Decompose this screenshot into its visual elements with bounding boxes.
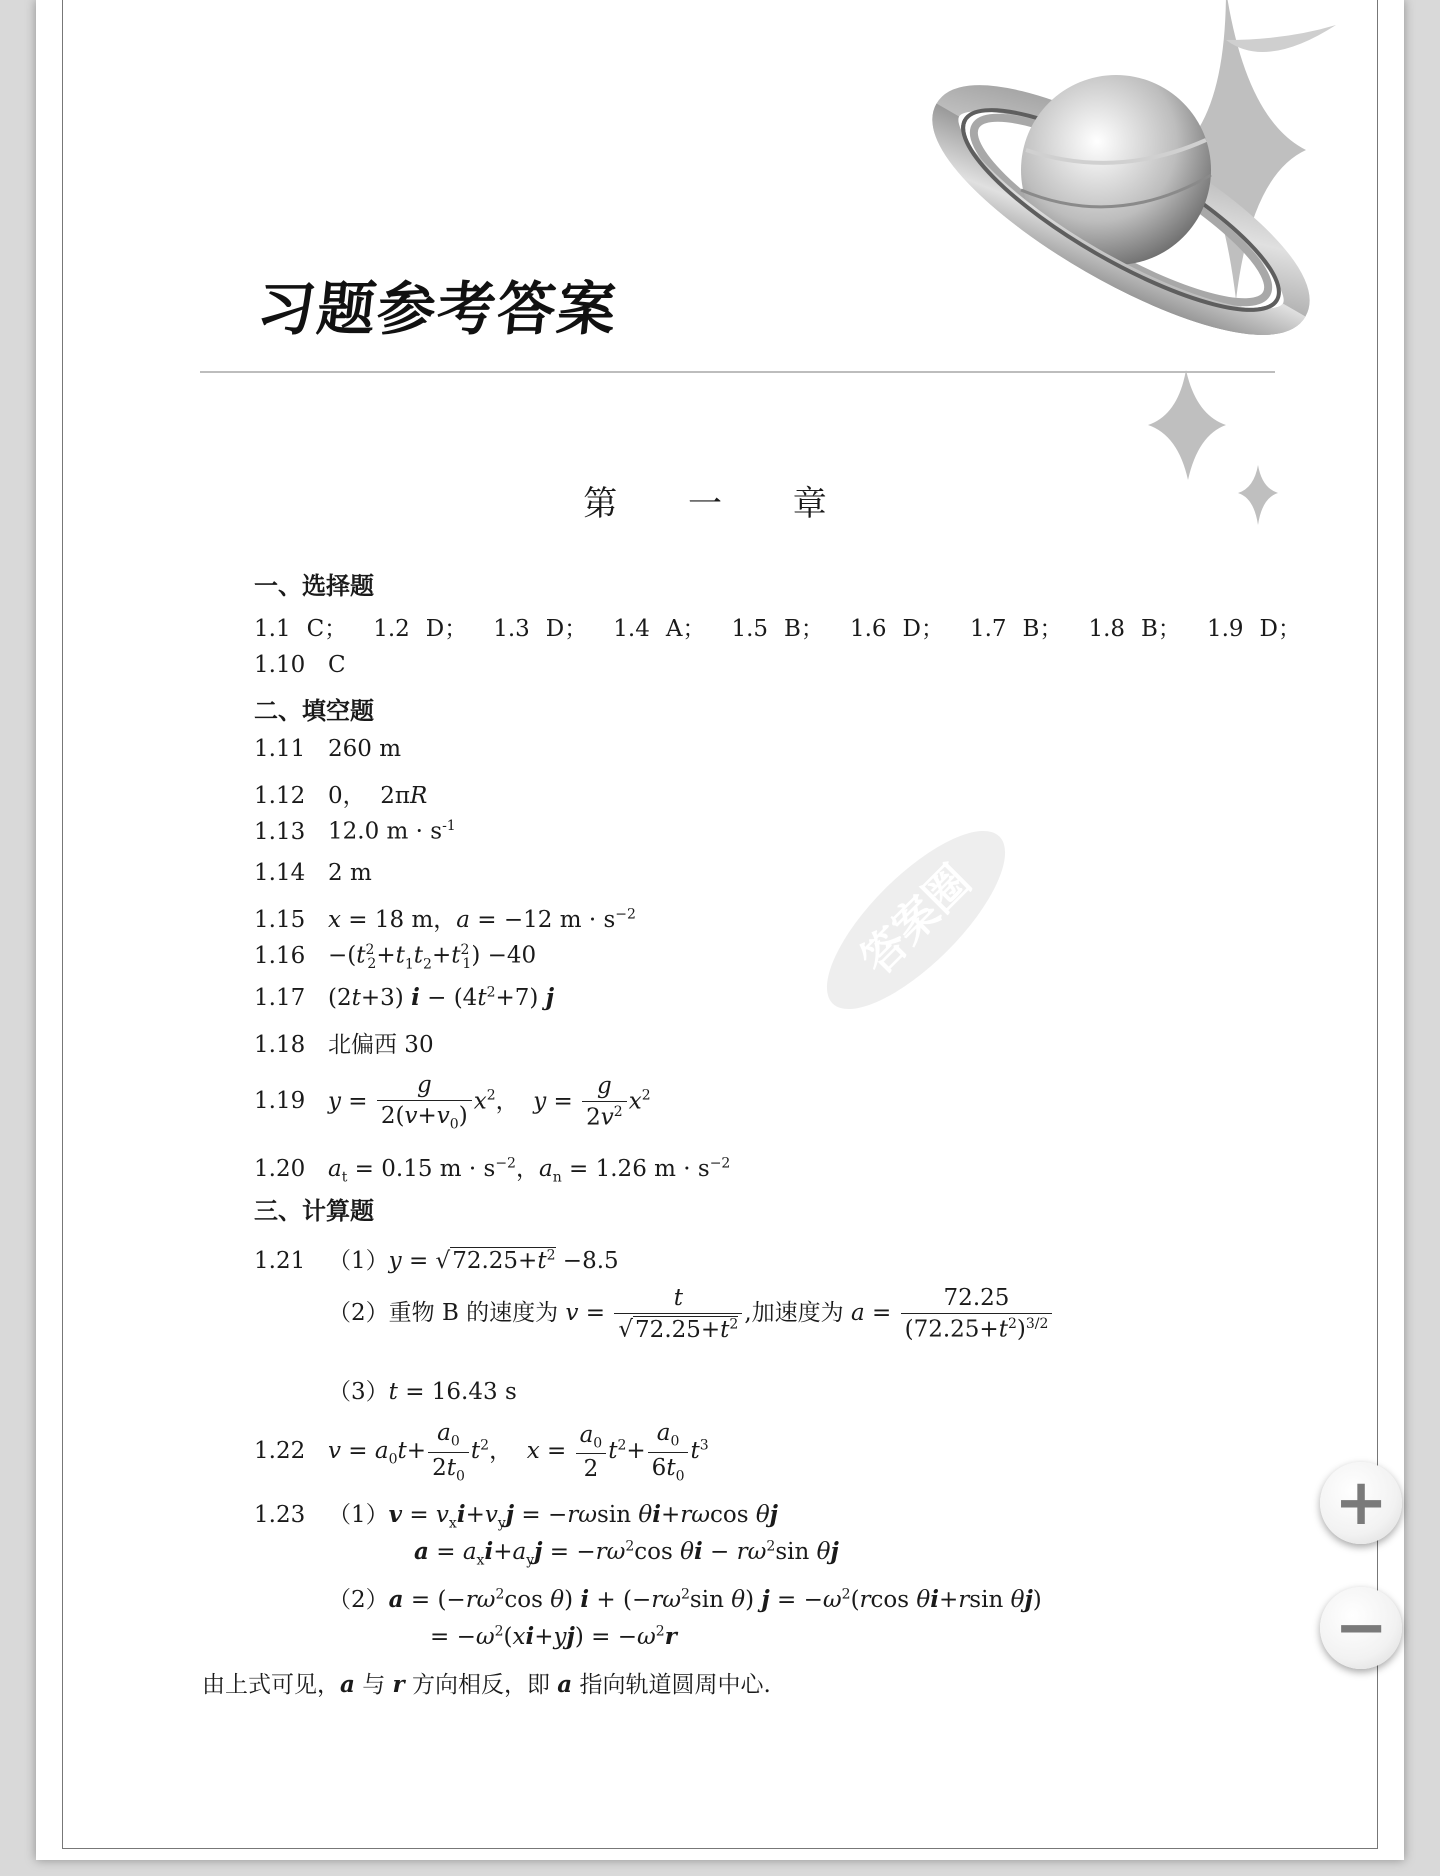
- choice-answer: 1.2 D；: [373, 616, 468, 642]
- answer-1-23-1b: $a = a_xi+a_yj = -r\omega^2\cos$ $\theta i - r\omega^2\sin$ θj: [414, 1538, 839, 1569]
- choice-answer: 1.1 C；: [254, 616, 348, 642]
- star-medium-icon: [1148, 370, 1226, 480]
- section-choice: 一、选择题: [254, 572, 374, 600]
- chapter-heading: 第 一 章: [583, 484, 857, 524]
- title-rule: [200, 371, 1275, 373]
- answer-1-13: 1.13 12.0 $m \cdot s^{-1}$: [254, 818, 456, 845]
- choice-answer: 1.9 D；: [1206, 616, 1301, 642]
- answer-1-23-2b: = $-\omega^2(xi+yj) = -\omega^2r$: [430, 1623, 677, 1650]
- answer-1-16: $1.16 -(t^2_2+t_1t_2+t^2_1) -40$: [254, 942, 537, 973]
- watermark-text: 答案圈: [851, 855, 982, 986]
- zoom-out-button[interactable]: −: [1320, 1587, 1402, 1669]
- zoom-in-button[interactable]: +: [1320, 1462, 1402, 1544]
- answer-1-21-3: （3）t = 16.43 s: [328, 1379, 517, 1405]
- answer-1-12: 1.12 0， 2πR: [254, 783, 428, 809]
- choice-answers-row: [254, 610, 1327, 643]
- choice-answer: 1.8 B；: [1088, 616, 1181, 642]
- answer-1-21-2: （2）重物 B 的速度为 v = $\frac{t}{√72.25+t^2}$ ,加速度为 a = $\frac{72.25}{(72.25+t^2)^{3/2}}$: [328, 1285, 1054, 1343]
- answer-1-14: 1.14 2 m: [254, 860, 372, 886]
- document-page: [36, 0, 1404, 1860]
- choice-answer-last: 1.10 C: [254, 652, 346, 678]
- answer-1-23-1: 1.23 $(1)v = v_xi+v_yj = -r\omega\sin$ θi+rωcos θj: [254, 1501, 778, 1532]
- conclusion: 由上式可见，a 与 r 方向相反，即 a 指向轨道圆周中心.: [202, 1671, 771, 1698]
- answer-1-18: 1.18 北偏西 30: [254, 1032, 434, 1058]
- answer-1-23-2: $(2)a = (-r\omega^2\cos$ θ) $i + (-r\omega^2\sin$ θ) $j = -\omega^2(rcos$ θi+rsin θj): [328, 1586, 1042, 1613]
- answer-1-22: 1.22 $v = a_0t+$ $\frac{a_0}{2t_0}$ $t^2$， x = $\frac{a_0}{2}$ $t^2+$ $\frac{a_0}{6t_0}$ $t^3$: [254, 1420, 709, 1485]
- choice-answer: 1.6 D；: [849, 616, 944, 642]
- answer-1-20: 1.20 $a_t = 0.15$ $m \cdot s^{-2}$，$a_n = 1.26$ $m \cdot s^{-2}$: [254, 1155, 731, 1186]
- answer-1-21-1: 1.21 $(1)y = √72.25+t^2 -8.5$: [254, 1247, 619, 1274]
- choice-answer: 1.3 D；: [493, 616, 588, 642]
- watermark: [796, 800, 1036, 1040]
- answer-1-17: 1.17 (2t+3) $i - (4t^2+7)$ j: [254, 984, 555, 1011]
- choice-answer: 1.4 A；: [613, 616, 706, 642]
- choice-answer: 1.7 B；: [969, 616, 1063, 642]
- choice-answer: 1.5 B；: [731, 616, 824, 642]
- answer-1-15: 1.15 x = 18 m，a = −12 $m \cdot s^{-2}$: [254, 906, 636, 933]
- page-title: 习题参考答案: [253, 275, 622, 343]
- answer-1-11: 1.11 260 m: [254, 736, 402, 762]
- section-calc: 三、计算题: [254, 1197, 374, 1225]
- answer-1-19: 1.19 y = $\frac{g}{2(v+v_0)}$ $x^2$， y = $\frac{g}{2v^2}$ $x^2$: [254, 1072, 651, 1133]
- section-fill: 二、填空题: [254, 697, 374, 725]
